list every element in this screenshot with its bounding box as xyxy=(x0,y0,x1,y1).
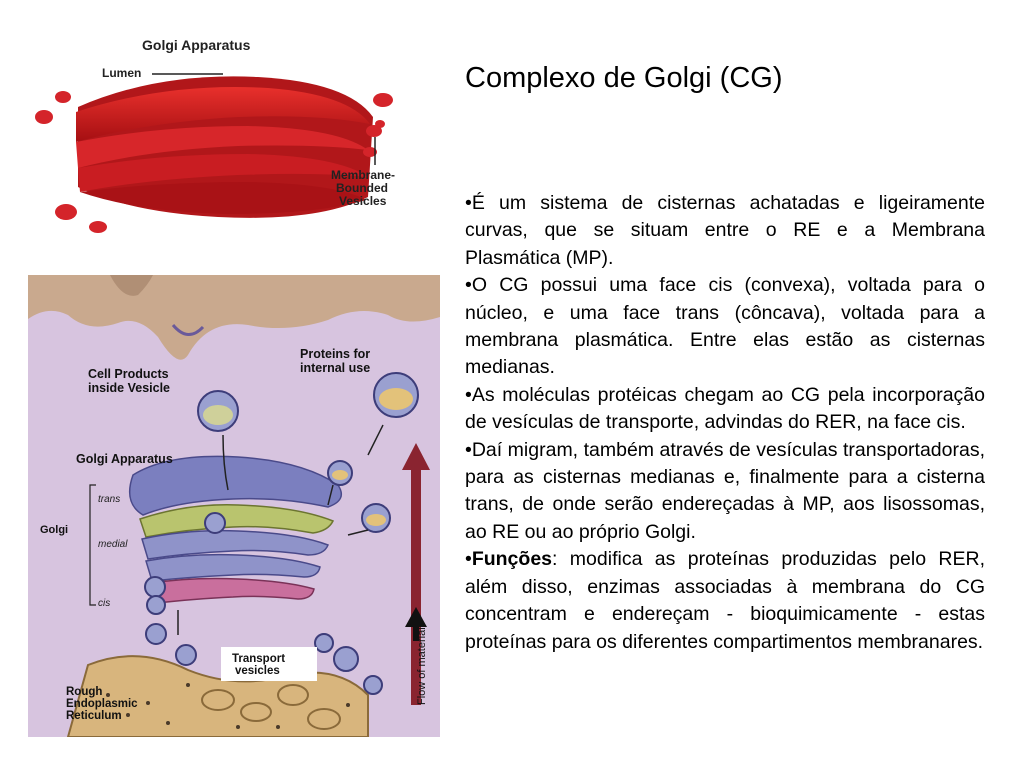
transport-label-line2: vesicles xyxy=(235,665,280,677)
cis-label: cis xyxy=(98,598,111,609)
proteins-label-line1: Proteins for xyxy=(300,347,371,361)
slide-body xyxy=(465,190,985,656)
rer-label-line1: Rough xyxy=(66,686,103,698)
vesicles-label-line2: Bounded xyxy=(336,181,388,195)
functions-bold-label: Funções xyxy=(471,548,553,571)
vesicles-label-line3: Vesicles xyxy=(339,194,387,208)
trans-label: trans xyxy=(98,494,121,505)
bullet-3: •As moléculas protéicas chegam ao CG pela incorporação de vesículas de transporte, advindas do RER, na face cis. xyxy=(465,383,985,434)
proteins-label-line2: internal use xyxy=(300,361,371,375)
bullet-1: •É um sistema de cisternas achatadas e ligeiramente curvas, que se situam entre o RE e a Membrana Plasmática (MP). xyxy=(465,192,985,269)
medial-label: medial xyxy=(98,539,128,550)
golgi-apparatus-label: Golgi Apparatus xyxy=(142,37,251,53)
transport-label-line1: Transport xyxy=(232,653,286,665)
bullet-2: •O CG possui uma face cis (convexa), voltada para o núcleo, e uma face trans (côncava), voltada para a membrana plasmática. Entre elas estão as cisternas medianas. xyxy=(465,274,985,379)
golgi-stack-shape xyxy=(76,76,373,217)
vesicles-label-line1: Membrane- xyxy=(331,168,396,182)
golgi-label: Golgi xyxy=(40,524,69,536)
bullet-5-text: : modifica as proteínas produzidas pelo RER, além disso, enzimas associadas à membrana do CG concentram e endereçam - bioquimicamente - estas proteínas para os diferentes compartimentos membranares. xyxy=(465,548,985,653)
bullet-5 xyxy=(465,546,985,656)
flow-of-material-label: Flow of material xyxy=(416,627,428,705)
cell-products-label-line2: inside Vesicle xyxy=(88,381,170,395)
golgi-apparatus-3d-figure xyxy=(18,22,438,252)
golgi-apparatus-label: Golgi Apparatus xyxy=(76,452,173,466)
rer-label-line2: Endoplasmic xyxy=(66,698,138,710)
slide-title: Complexo de Golgi (CG) xyxy=(465,62,783,94)
bullet-4: •Daí migram, também através de vesículas transportadoras, para as cisternas medianas e, finalmente para a cisterna trans, de onde serão endereçadas à MP, aos lisossomas, ao RE ou ao próprio Golgi. xyxy=(465,438,985,543)
rer-label-line3: Reticulum xyxy=(66,710,122,722)
secretory-pathway-figure xyxy=(28,275,440,737)
lumen-label: Lumen xyxy=(102,66,142,80)
cell-products-label-line1: Cell Products xyxy=(88,367,169,381)
bullet-5-prefix: • xyxy=(465,548,472,571)
